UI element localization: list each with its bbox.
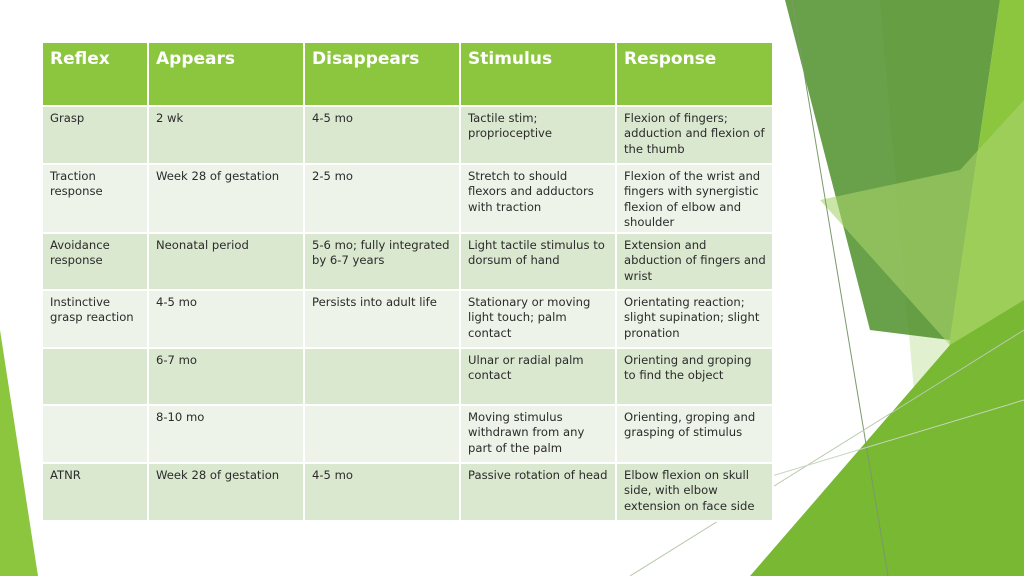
- table-row: [42, 106, 773, 164]
- cell-appears: 4-5 mo: [148, 290, 304, 348]
- cell-reflex: ATNR: [42, 463, 148, 521]
- cell-disappears: 4-5 mo: [304, 106, 460, 164]
- table-row: [42, 348, 773, 405]
- cell-appears: 6-7 mo: [148, 348, 304, 405]
- table-header-row: [42, 42, 773, 106]
- cell-response: Elbow flexion on skull side, with elbow extension on face side: [616, 463, 773, 521]
- cell-response: Flexion of the wrist and fingers with synergistic flexion of elbow and shoulder: [616, 164, 773, 233]
- cell-appears: Neonatal period: [148, 233, 304, 290]
- cell-stimulus: Light tactile stimulus to dorsum of hand: [460, 233, 616, 290]
- cell-appears: Week 28 of gestation: [148, 164, 304, 233]
- cell-stimulus: Moving stimulus withdrawn from any part of the palm: [460, 405, 616, 463]
- cell-response: Flexion of fingers; adduction and flexion of the thumb: [616, 106, 773, 164]
- reflex-table: [41, 41, 774, 522]
- header-response: Response: [616, 42, 773, 106]
- cell-stimulus: Stretch to should flexors and adductors with traction: [460, 164, 616, 233]
- cell-stimulus: Stationary or moving light touch; palm contact: [460, 290, 616, 348]
- cell-response: Orientating reaction; slight supination; slight pronation: [616, 290, 773, 348]
- cell-reflex: Avoidance response: [42, 233, 148, 290]
- cell-appears: 2 wk: [148, 106, 304, 164]
- cell-disappears: 5-6 mo; fully integrated by 6-7 years: [304, 233, 460, 290]
- cell-stimulus: Passive rotation of head: [460, 463, 616, 521]
- cell-disappears: Persists into adult life: [304, 290, 460, 348]
- cell-stimulus: Ulnar or radial palm contact: [460, 348, 616, 405]
- cell-response: Orienting, groping and grasping of stimulus: [616, 405, 773, 463]
- cell-appears: 8-10 mo: [148, 405, 304, 463]
- cell-reflex: [42, 348, 148, 405]
- table-row: [42, 233, 773, 290]
- cell-reflex: Grasp: [42, 106, 148, 164]
- header-reflex: Reflex: [42, 42, 148, 106]
- deco-right-bottom: [750, 300, 1024, 576]
- header-disappears: Disappears: [304, 42, 460, 106]
- cell-appears: Week 28 of gestation: [148, 463, 304, 521]
- cell-disappears: [304, 405, 460, 463]
- cell-disappears: 2-5 mo: [304, 164, 460, 233]
- cell-disappears: [304, 348, 460, 405]
- cell-stimulus: Tactile stim; proprioceptive: [460, 106, 616, 164]
- header-appears: Appears: [148, 42, 304, 106]
- table-row: [42, 290, 773, 348]
- cell-reflex: Instinctive grasp reaction: [42, 290, 148, 348]
- cell-reflex: Traction response: [42, 164, 148, 233]
- table-row: [42, 463, 773, 521]
- cell-response: Orienting and groping to find the object: [616, 348, 773, 405]
- header-stimulus: Stimulus: [460, 42, 616, 106]
- cell-response: Extension and abduction of fingers and wrist: [616, 233, 773, 290]
- table-row: [42, 164, 773, 233]
- cell-disappears: 4-5 mo: [304, 463, 460, 521]
- cell-reflex: [42, 405, 148, 463]
- deco-left-bar: [0, 330, 38, 576]
- table-row: [42, 405, 773, 463]
